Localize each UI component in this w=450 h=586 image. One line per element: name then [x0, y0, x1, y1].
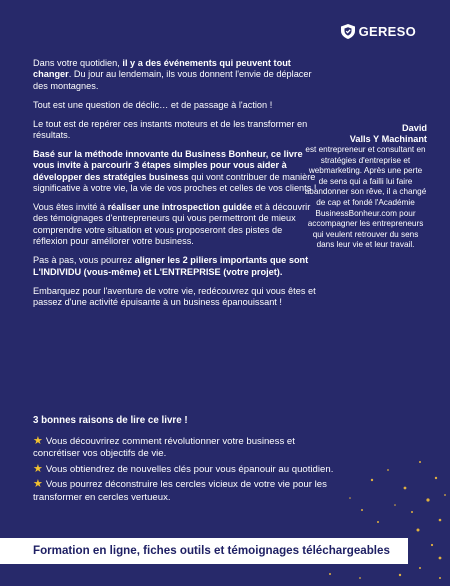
- author-bio-text: est entrepreneur et consultant en stratégies d'entreprise et webmarketing. Après une perte de sens qui a failli lui faire abandonner son rêve, il a changé de cap et fondé l'Académie BusinessBonheur.com pour accompagner les entrepreneurs qui veulent retrouver du sens dans leur vie et leur travail.: [304, 145, 427, 250]
- star-icon: ★: [33, 434, 43, 447]
- author-name-line1: David: [401, 123, 427, 133]
- author-name-line2: Valls Y Machinant: [349, 134, 427, 144]
- paragraph-7: Embarquez pour l'aventure de votre vie, redécouvrez qui vous êtes et passez d'une activité épuisante à un business épanouissant !: [33, 285, 316, 307]
- star-icon: ★: [33, 478, 43, 491]
- reasons-section: [33, 415, 338, 507]
- paragraph-4: Basé sur la méthode innovante du Business Bonheur, ce livre vous invite à parcourir 3 étapes simples pour vous aider à développer des stratégies business qui vont contribuer de manière significative à votre vie, la vie de vos proches et celles de vos clients !: [33, 148, 317, 194]
- paragraph-6: Pas à pas, vous pourrez aligner les 2 piliers importants que sont L'INDIVIDU (vous-même) et L'ENTREPRISE (votre projet).: [33, 255, 309, 277]
- reason-item: ★ Vous pourrez déconstruire les cercles vicieux de votre vie pour les transformer en cercles vertueux.: [33, 478, 327, 503]
- star-icon: ★: [33, 462, 43, 475]
- paragraph-3: Le tout est de repérer ces instants moteurs et de les transformer en résultats.: [33, 118, 308, 141]
- paragraph-2: Tout est une question de déclic… et de passage à l'action !: [33, 99, 273, 110]
- reason-item: ★ Vous découvrirez comment révolutionner votre business et concrétiser vos objectifs de vie.: [33, 434, 295, 460]
- description-text: [33, 58, 318, 316]
- reasons-title: 3 bonnes raisons de lire ce livre !: [33, 415, 188, 426]
- paragraph-5: Vous êtes invité à réaliser une introspection guidée et à découvrir des témoignages d'entrepreneurs qui vous permettront de mieux comprendre votre situation et vous proposeront des pistes de réflexion pour améliorer votre business.: [33, 202, 311, 247]
- publisher-logo: [341, 24, 416, 39]
- footer-banner: Formation en ligne, fiches outils et témoignages téléchargeables: [0, 538, 408, 564]
- paragraph-1: Dans votre quotidien, il y a des événements qui peuvent tout changer. Du jour au lendemain, ils vous donnent l'envie de déplacer des montagnes.: [33, 58, 312, 91]
- shield-icon: [341, 24, 355, 39]
- logo-name: GERESO: [358, 24, 416, 39]
- reason-item: ★ Vous obtiendrez de nouvelles clés pour vous épanouir au quotidien.: [33, 462, 334, 475]
- author-bio: [304, 123, 427, 251]
